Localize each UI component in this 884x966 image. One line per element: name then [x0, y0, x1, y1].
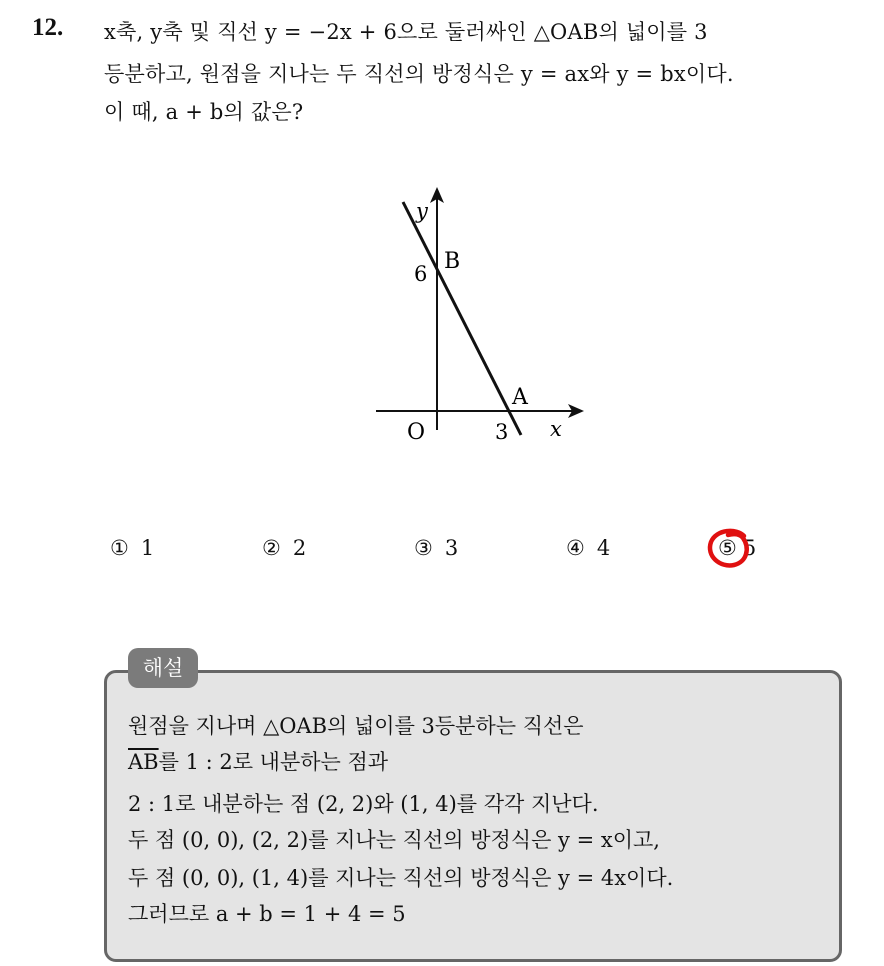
- choice-1[interactable]: [110, 536, 154, 560]
- solution-line-2-rest: 를 1 : 2로 내분하는 점과: [158, 750, 389, 774]
- point-b-label: B: [444, 249, 461, 274]
- y-intercept-label: 6: [414, 262, 428, 286]
- y-axis-label: y: [416, 199, 428, 223]
- coordinate-graph: [360, 180, 600, 450]
- choice-1-value: 1: [140, 536, 155, 560]
- choice-3-number: ③: [414, 536, 433, 560]
- choice-2[interactable]: [262, 536, 306, 560]
- segment-ab: $\overline{AB}$: [128, 750, 159, 774]
- question-text-line-3: 이 때, a + b의 값은?: [104, 100, 304, 124]
- choice-4-value: 4: [596, 536, 611, 560]
- choice-5-number: ⑤: [718, 536, 737, 560]
- choice-2-number: ②: [262, 536, 281, 560]
- solution-line-5: 두 점 (0, 0), (1, 4)를 지나는 직선의 방정식은 y = 4x이다.: [128, 866, 674, 890]
- x-intercept-label: 3: [495, 420, 509, 444]
- choice-4[interactable]: [566, 536, 610, 560]
- x-axis-label: x: [550, 417, 562, 441]
- choice-4-number: ④: [566, 536, 585, 560]
- question-text-line-1: x축, y축 및 직선 y = −2x + 6으로 둘러싸인 △OAB의 넓이를 3: [104, 20, 708, 44]
- solution-line-4: 두 점 (0, 0), (2, 2)를 지나는 직선의 방정식은 y = x이고,: [128, 828, 660, 852]
- solution-line-1: 원점을 지나며 △OAB의 넓이를 3등분하는 직선은: [128, 714, 584, 738]
- choice-5-value: 5: [742, 536, 757, 560]
- choice-3-value: 3: [444, 536, 459, 560]
- solution-tag: 해설: [128, 648, 198, 688]
- solution-line-6: 그러므로 a + b = 1 + 4 = 5: [128, 902, 406, 926]
- choice-1-number: ①: [110, 536, 129, 560]
- line-y-equals-minus-2x-plus-6: [403, 202, 521, 435]
- solution-line-2: [128, 746, 388, 776]
- choice-3[interactable]: [414, 536, 458, 560]
- choice-2-value: 2: [292, 536, 307, 560]
- answer-circle-mark: [706, 526, 752, 570]
- question-text-line-2: 등분하고, 원점을 지나는 두 직선의 방정식은 y = ax와 y = bx이다.: [104, 62, 734, 86]
- origin-label: O: [407, 420, 426, 445]
- point-a-label: A: [512, 385, 528, 410]
- question-number: 12.: [32, 14, 64, 41]
- solution-line-3: 2 : 1로 내분하는 점 (2, 2)와 (1, 4)를 각각 지난다.: [128, 792, 599, 816]
